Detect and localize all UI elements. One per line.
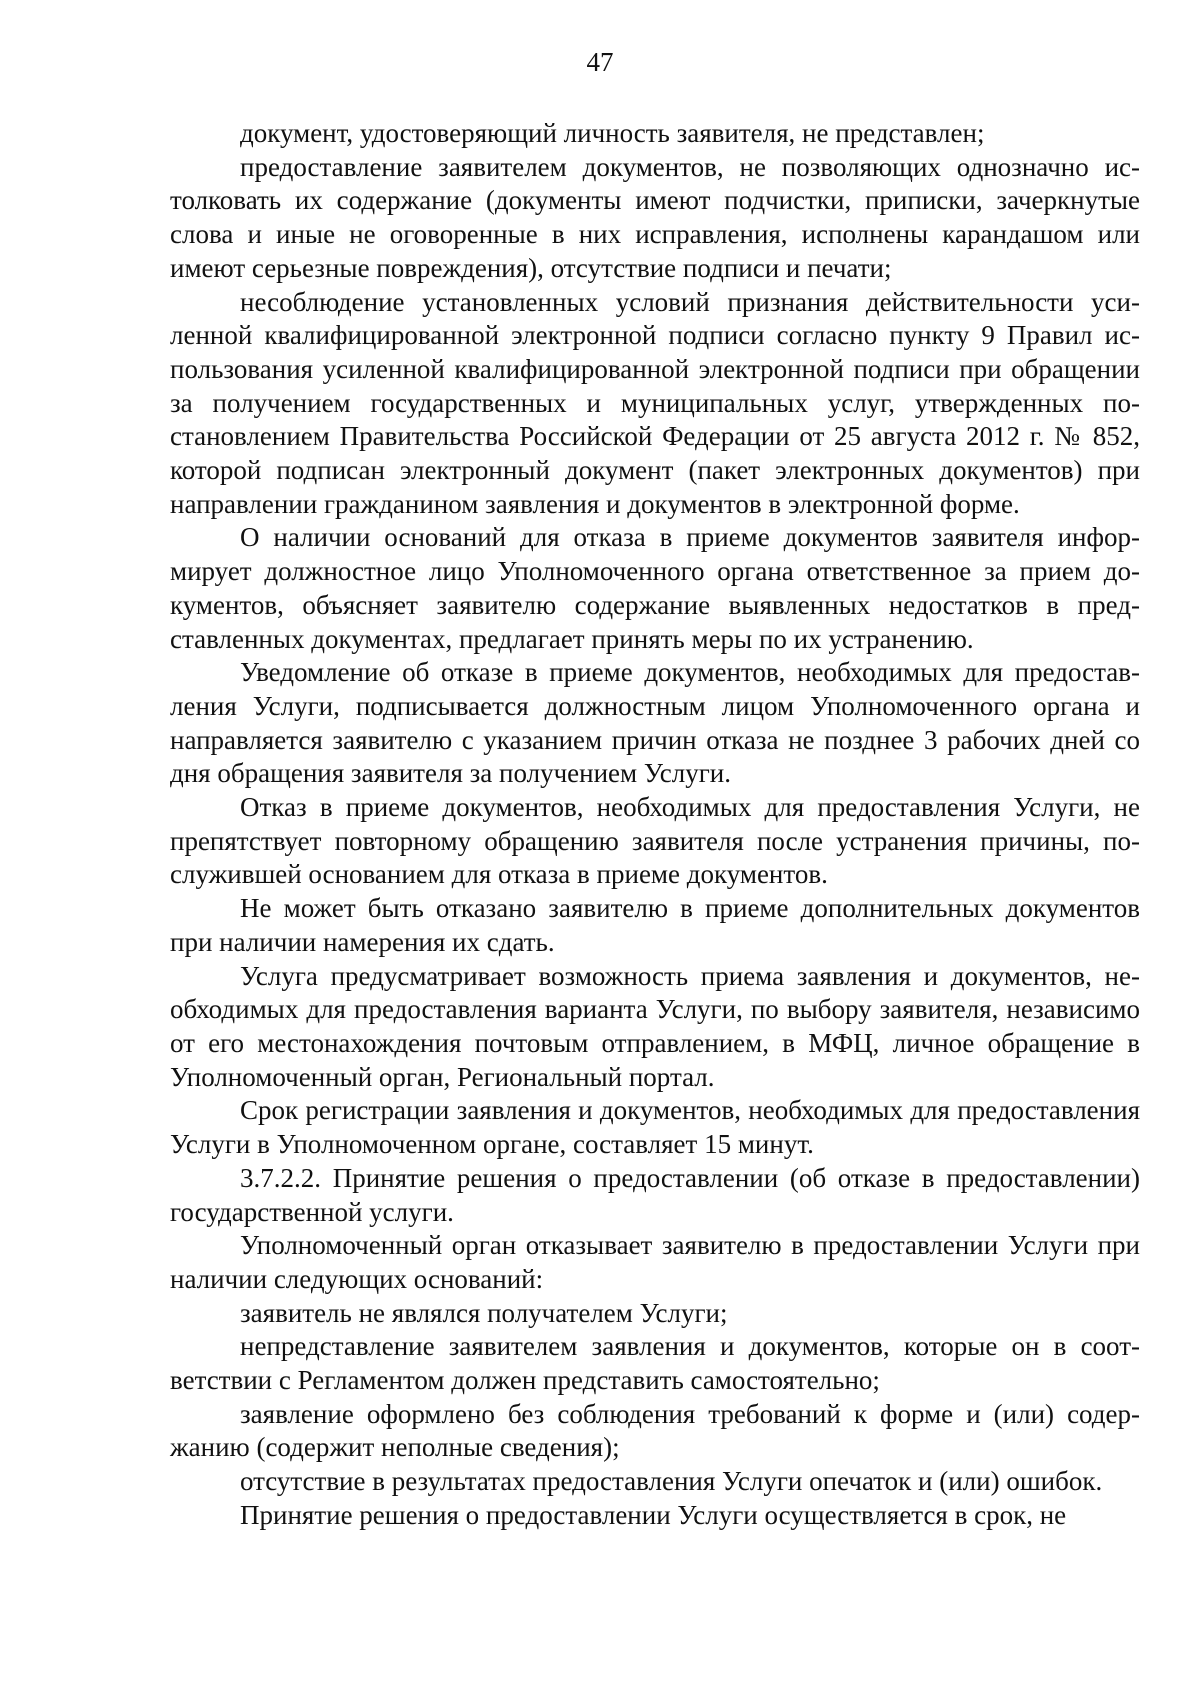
paragraph-refusal-grounds-notice: О наличии оснований для отказа в приеме документов заявителя информирует должностное лицо Уполномоченного органа ответственное за прием документов, объясняет заявителю содержание выявленных недостатков в представленных документах, предлагает принять меры по их устранению. — [170, 522, 1140, 654]
paragraph-additional-documents: Не может быть отказано заявителю в приеме дополнительных документов при наличии намерения их сдать. — [170, 893, 1140, 957]
paragraph-refusal-notification: Уведомление об отказе в приеме документов, необходимых для предоставления Услуги, подписывается должностным лицом Уполномоченного органа и направляется заявителю с указанием причин отказа не позднее 3 рабочих дней со дня обращения заявителя за получением Услуги. — [170, 657, 1140, 789]
paragraph-submission-methods: Услуга предусматривает возможность приема заявления и документов, необходимых для предоставления варианта Услуги, по выбору заявителя, независимо от его местонахождения почтовым отправлением, в МФЦ, личное обращение в Уполномоченный орган, Региональный портал. — [170, 960, 1140, 1092]
list-item-no-errors: отсутствие в результатах предоставления Услуги опечаток и (или) ошибок. — [240, 1466, 1103, 1497]
paragraph-ambiguous-documents: предоставление заявителем документов, не позволяющих однозначно истолковать их содержание (документы имеют подчистки, приписки, зачеркнутые слова и иные не оговоренные в них исправления, исполнены карандашом или имеют серьезные повреждения), отсутствие подписи и печати; — [170, 151, 1140, 283]
paragraph-registration-term: Срок регистрации заявления и документов, необходимых для предоставления Услуги в Уполномоченном органе, составляет 15 минут. — [170, 1095, 1140, 1160]
paragraph-decision-term: Принятие решения о предоставлении Услуги осуществляется в срок, не — [240, 1499, 1067, 1530]
list-item-missing-documents: непредставление заявителем заявления и документов, которые он в соответствии с Регламентом должен представить самостоятельно; — [170, 1331, 1140, 1396]
paragraph-repeat-application: Отказ в приеме документов, необходимых для предоставления Услуги, не препятствует повторному обращению заявителя после устранения причины, послужившей основанием для отказа в приеме документов. — [170, 792, 1140, 890]
paragraph-electronic-signature: несоблюдение установленных условий признания действительности усиленной квалифицированной электронной подписи согласно пункту 9 Правил использования усиленной квалифицированной электронной подписи при обращении за получением государственных и муниципальных услуг, утвержденных постановлением Правительства Российской Федерации от 25 августа 2012 г. № 852, которой подписан электронный документ (пакет электронных документов) при направлении гражданином заявления и документов в электронной форме. — [170, 286, 1140, 519]
document-body — [170, 117, 1140, 1533]
section-heading-3-7-2-2: 3.7.2.2. Принятие решения о предоставлении (об отказе в предоставлении) государственной услуги. — [170, 1162, 1140, 1227]
paragraph-identity-document: документ, удостоверяющий личность заявителя, не представлен; — [240, 118, 985, 148]
list-item-form-requirements: заявление оформлено без соблюдения требований к форме и (или) содержанию (содержит неполные сведения); — [170, 1398, 1140, 1463]
list-item-not-recipient: заявитель не являлся получателем Услуги; — [240, 1297, 728, 1328]
paragraph-refusal-grounds-intro: Уполномоченный орган отказывает заявителю в предоставлении Услуги при наличии следующих оснований: — [170, 1230, 1140, 1294]
page-number: 47 — [586, 47, 614, 77]
